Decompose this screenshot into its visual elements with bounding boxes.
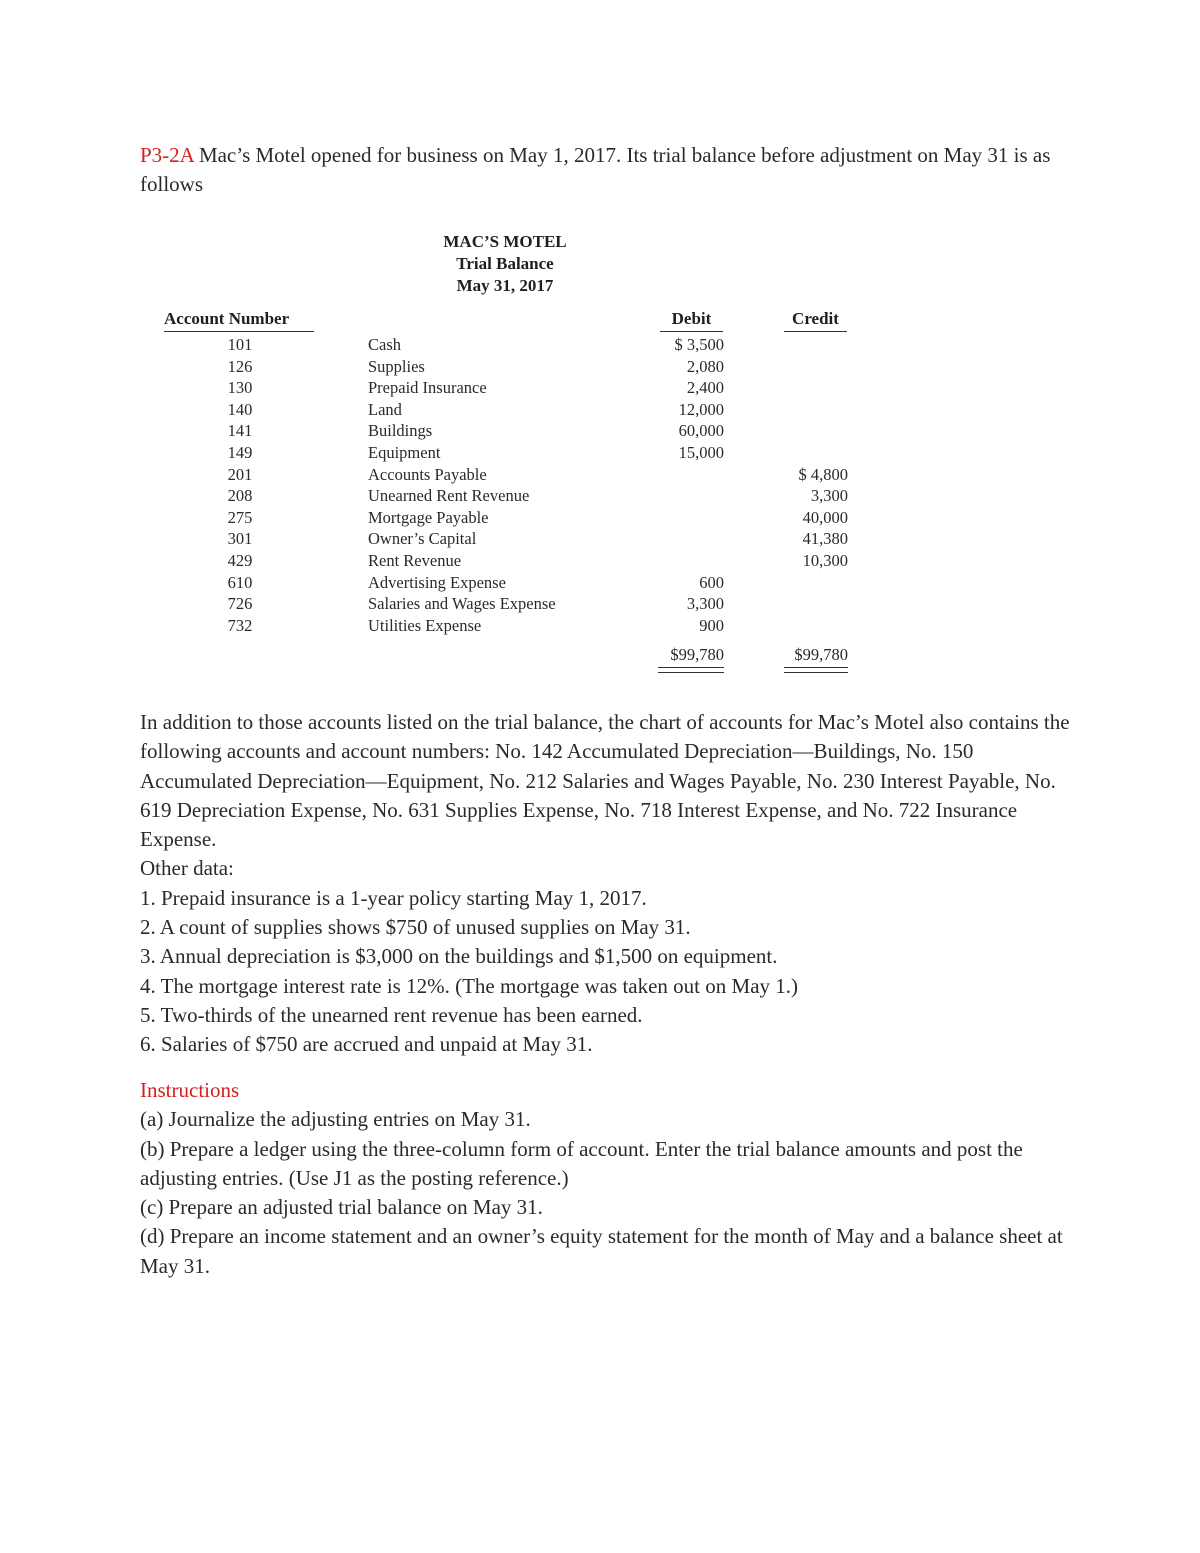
credit-cell: $ 4,800 — [798, 464, 848, 484]
debit-cell: $ 3,500 — [674, 335, 724, 354]
other-data-item: 1. Prepaid insurance is a 1-year policy starting May 1, 2017. — [140, 885, 647, 910]
table-row — [0, 464, 1200, 486]
instruction-item: (a) Journalize the adjusting entries on May 31. — [140, 1107, 531, 1132]
account-number-cell: 610 — [227, 572, 253, 592]
chart-of-accounts-paragraph: In addition to those accounts listed on the trial balance, the chart of accounts for Mac’s Motel also contains the following accounts and account numbers: No. 142 Accumulated Depreciation—Buildings, No. 150 Accumulated Depreciation—Equipment, No. 212 Salaries and Wages Payable, No. 230 Interest Payable, No. 619 Depreciation Expense, No. 631 Supplies Expense, No. 718 Interest Expense, and No. 722 Insurance Expense. — [140, 710, 1070, 852]
other-data-item: 3. Annual depreciation is $3,000 on the buildings and $1,500 on equipment. — [140, 944, 778, 969]
account-name-cell: Land — [368, 399, 402, 419]
table-row — [0, 593, 1200, 615]
total-debit-double-underline — [658, 667, 724, 673]
account-name-cell: Owner’s Capital — [368, 529, 477, 549]
account-number-cell: 201 — [227, 464, 253, 484]
instruction-item: (c) Prepare an adjusted trial balance on May 31. — [140, 1195, 543, 1220]
problem-intro-text: Mac’s Motel opened for business on May 1, 2017. Its trial balance before adjustment on May 31 is as follows — [140, 143, 1051, 196]
other-data-item: 5. Two-thirds of the unearned rent revenue has been earned. — [140, 1002, 643, 1027]
account-number-cell: 140 — [227, 399, 253, 419]
account-number-cell: 141 — [227, 421, 253, 441]
column-header-account-number: Account Number — [164, 308, 314, 332]
account-name-cell: Rent Revenue — [368, 550, 462, 570]
account-name-cell: Buildings — [368, 421, 433, 441]
table-row — [0, 377, 1200, 399]
debit-cell: 900 — [699, 615, 724, 635]
total-credit: $99,780 — [794, 645, 848, 664]
debit-cell: 12,000 — [678, 399, 724, 419]
instructions-heading: Instructions — [140, 1078, 240, 1102]
debit-cell: 2,080 — [686, 356, 724, 376]
problem-intro — [140, 141, 1080, 199]
account-name-cell: Utilities Expense — [368, 615, 482, 635]
table-row — [0, 572, 1200, 594]
table-row — [0, 399, 1200, 421]
debit-cell: 15,000 — [678, 442, 724, 462]
debit-cell: 600 — [699, 572, 724, 592]
table-row — [0, 442, 1200, 464]
other-data-item: 2. A count of supplies shows $750 of unused supplies on May 31. — [140, 915, 691, 940]
account-number-cell: 126 — [227, 356, 253, 376]
table-row — [0, 334, 1200, 356]
account-name-cell: Cash — [368, 335, 401, 354]
account-name-cell: Equipment — [368, 442, 441, 462]
account-number-cell: 732 — [227, 615, 253, 635]
account-name-cell: Advertising Expense — [368, 572, 506, 592]
credit-cell: 10,300 — [802, 550, 848, 570]
account-number-cell: 275 — [227, 507, 253, 527]
table-row — [0, 550, 1200, 572]
other-data-item: 4. The mortgage interest rate is 12%. (The mortgage was taken out on May 1.) — [140, 973, 799, 998]
total-credit-double-underline — [784, 667, 848, 673]
total-debit: $99,780 — [670, 645, 724, 664]
table-row — [0, 615, 1200, 637]
account-number-cell: 130 — [227, 378, 253, 398]
trial-balance-heading — [380, 231, 630, 297]
account-number-cell: 301 — [227, 529, 253, 549]
account-number-cell: 149 — [227, 442, 253, 462]
account-name-cell: Salaries and Wages Expense — [368, 594, 556, 614]
table-row — [0, 420, 1200, 442]
debit-cell: 2,400 — [686, 378, 724, 398]
debit-cell: 60,000 — [678, 421, 724, 441]
column-header-debit: Debit — [660, 308, 723, 332]
account-name-cell: Prepaid Insurance — [368, 378, 487, 398]
other-data-item: 6. Salaries of $750 are accrued and unpaid at May 31. — [140, 1032, 593, 1057]
account-name-cell: Mortgage Payable — [368, 507, 489, 527]
table-row — [0, 356, 1200, 378]
statement-date: May 31, 2017 — [456, 276, 554, 295]
instruction-item: (d) Prepare an income statement and an owner’s equity statement for the month of May and a balance sheet at May 31. — [140, 1224, 1063, 1278]
account-name-cell: Unearned Rent Revenue — [368, 486, 530, 506]
instructions-section — [140, 1076, 1080, 1281]
account-name-cell: Accounts Payable — [368, 464, 487, 484]
account-number-cell: 208 — [227, 486, 253, 506]
account-number-cell: 101 — [227, 335, 253, 354]
account-number-cell: 726 — [227, 594, 253, 614]
credit-cell: 41,380 — [802, 529, 848, 549]
other-data-label: Other data: — [140, 856, 234, 881]
chart-of-accounts-section — [140, 708, 1080, 1060]
column-header-credit: Credit — [784, 308, 847, 332]
table-row — [0, 507, 1200, 529]
table-row — [0, 528, 1200, 550]
account-name-cell: Supplies — [368, 356, 425, 376]
table-row — [0, 485, 1200, 507]
problem-id: P3-2A — [140, 143, 194, 167]
debit-cell: 3,300 — [686, 594, 724, 614]
company-name: MAC’S MOTEL — [443, 232, 567, 251]
instruction-item: (b) Prepare a ledger using the three-column form of account. Enter the trial balance amounts and post the adjusting entries. (Use J1 as the posting reference.) — [140, 1136, 1023, 1190]
statement-title: Trial Balance — [456, 254, 554, 273]
credit-cell: 3,300 — [810, 486, 848, 506]
account-number-cell: 429 — [227, 550, 253, 570]
trial-balance-rows — [0, 334, 1200, 636]
credit-cell: 40,000 — [802, 507, 848, 527]
